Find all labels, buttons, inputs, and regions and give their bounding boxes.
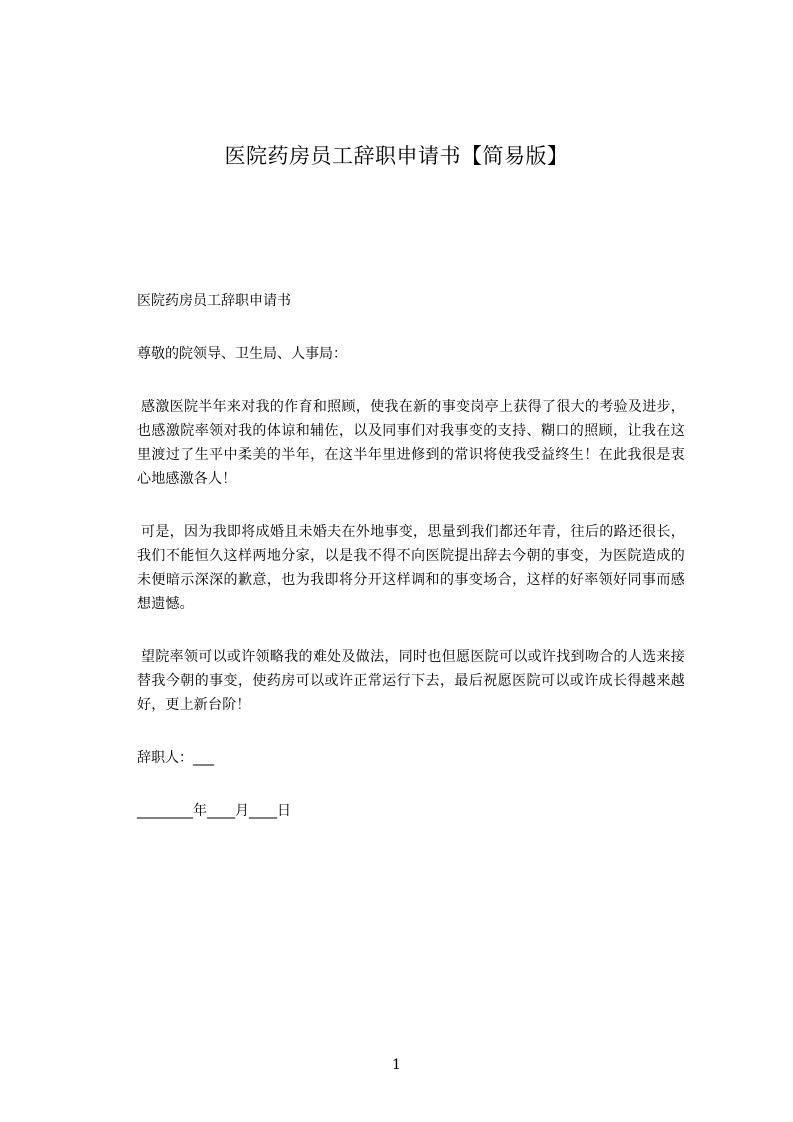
document-title: 医院药房员工辞职申请书【简易版】 xyxy=(224,144,569,168)
paragraph-2: 可是，因为我即将成婚且未婚夫在外地事变，思量到我们都还年青，往后的路还很长，我们不能恒久这样两地分家，以是我不得不向医院提出辞去今朝的事变，为医院造成的未便暗示深深的歉意，也为我即将分开这样调和的事变场合，这样的好率领好同事而感想遗憾。 xyxy=(137,524,685,612)
salutation: 尊敬的院领导、卫生局、人事局： xyxy=(137,346,347,362)
letter-heading: 医院药房员工辞职申请书 xyxy=(137,293,291,309)
paragraph-3: 望院率领可以或许领略我的难处及做法，同时也但愿医院可以或许找到吻合的人选来接替我今朝的事变，使药房可以或许正常运行下去，最后祝愿医院可以或许成长得越来越好，更上新台阶！ xyxy=(137,649,685,713)
paragraph-1: 感激医院半年来对我的作育和照顾，使我在新的事变岗亭上获得了很大的考验及进步，也感激院率领对我的体谅和辅佐，以及同事们对我事变的支持、糊口的照顾，让我在这里渡过了生平中柔美的半年，在这半年里进修到的常识将使我受益终生！在此我很是衷心地感激各人！ xyxy=(137,399,685,487)
signature-line: 辞职人：___ xyxy=(137,750,214,766)
date-line: ________年____月____日 xyxy=(137,803,291,819)
document-body xyxy=(137,289,685,852)
page-number: 1 xyxy=(392,1057,401,1073)
